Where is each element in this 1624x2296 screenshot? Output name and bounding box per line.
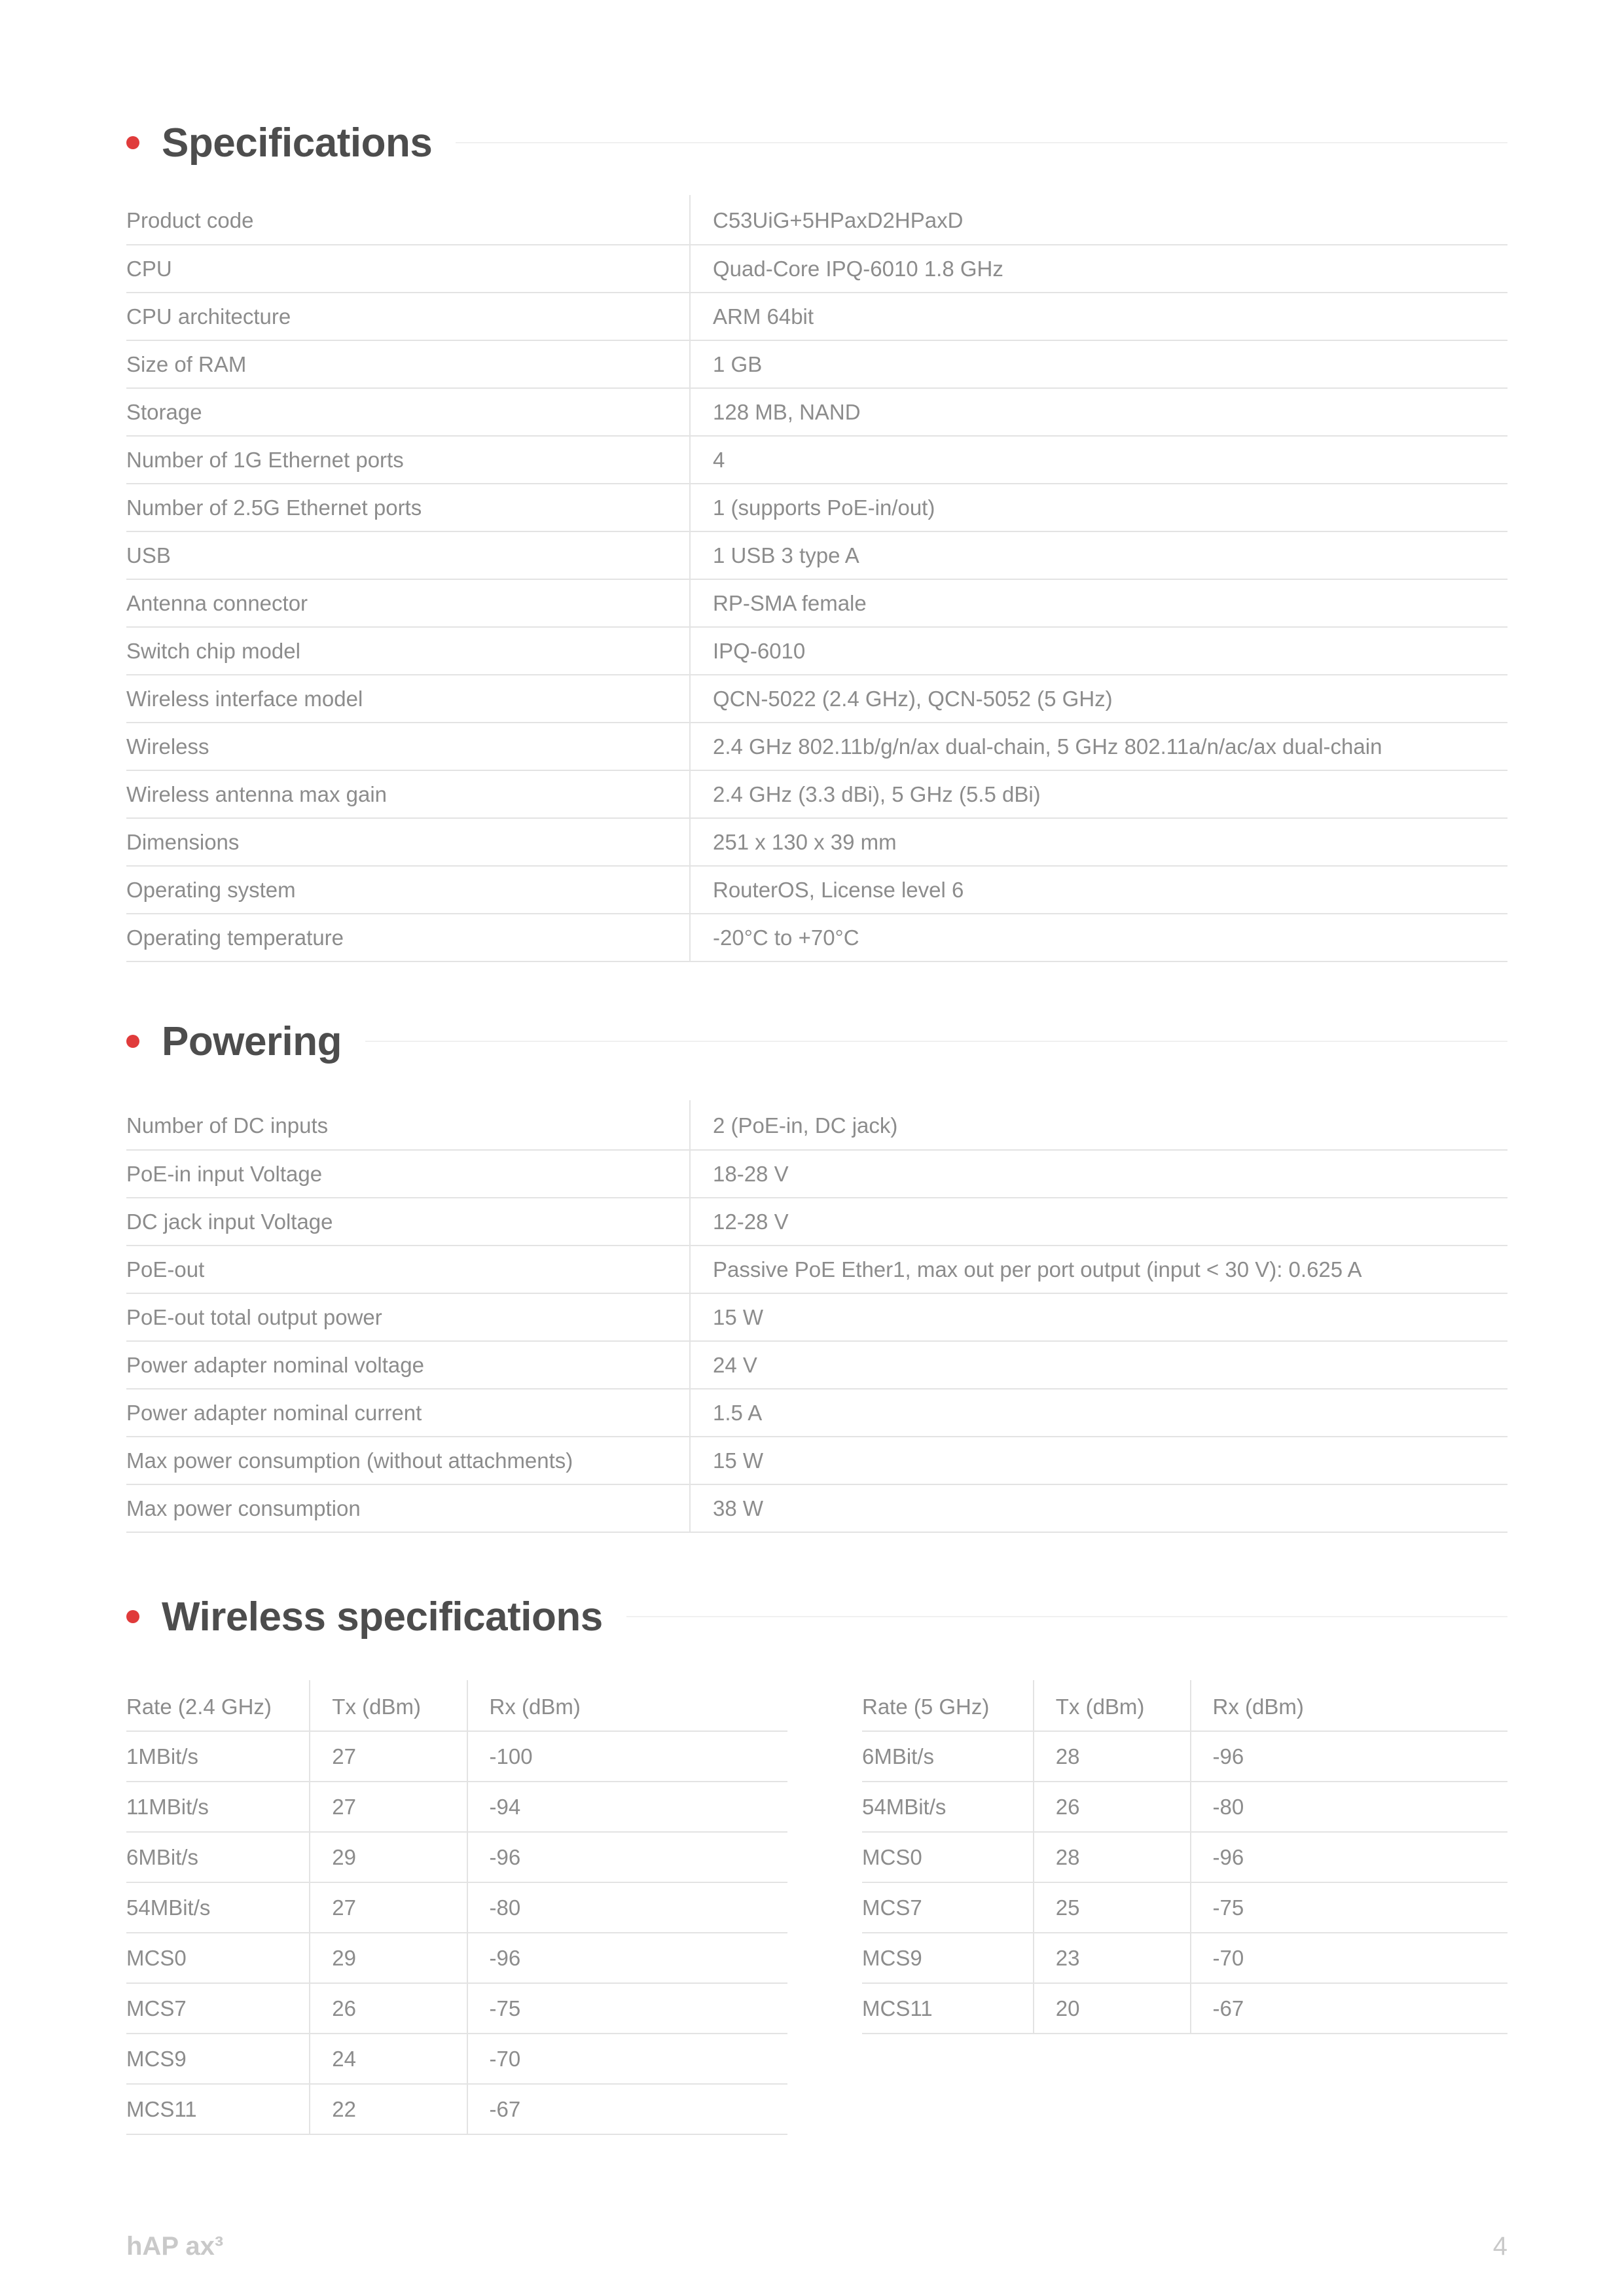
table-header-row — [126, 1680, 787, 1731]
spec-value: RouterOS, License level 6 — [690, 866, 1507, 914]
spec-value: ARM 64bit — [690, 293, 1507, 340]
spec-row — [126, 675, 1507, 723]
table-cell: -100 — [467, 1731, 788, 1782]
spec-value: 2.4 GHz 802.11b/g/n/ax dual-chain, 5 GHz 802.11a/n/ac/ax dual-chain — [690, 723, 1507, 770]
spec-value: 18-28 V — [690, 1150, 1507, 1198]
table-cell: -96 — [467, 1832, 788, 1882]
spec-row — [126, 1100, 1507, 1150]
spec-value: 24 V — [690, 1341, 1507, 1389]
table-cell: MCS0 — [126, 1933, 310, 1983]
title-divider — [365, 1041, 1507, 1042]
spec-value: Quad-Core IPQ-6010 1.8 GHz — [690, 245, 1507, 293]
section-heading: Wireless specifications — [162, 1594, 603, 1640]
table-cell: 20 — [1034, 1983, 1191, 2034]
spec-value: 128 MB, NAND — [690, 388, 1507, 436]
spec-row — [126, 1246, 1507, 1293]
spec-value: 1 (supports PoE-in/out) — [690, 484, 1507, 531]
spec-row — [126, 1341, 1507, 1389]
table-cell: 11MBit/s — [126, 1782, 310, 1832]
spec-label: CPU — [126, 245, 690, 293]
table-cell: -80 — [467, 1882, 788, 1933]
spec-row — [126, 1293, 1507, 1341]
spec-label: Antenna connector — [126, 579, 690, 627]
table-cell: -94 — [467, 1782, 788, 1832]
spec-value: RP-SMA female — [690, 579, 1507, 627]
footer-brand: hAP ax³ — [126, 2232, 224, 2261]
spec-row — [126, 914, 1507, 961]
table-cell: MCS7 — [126, 1983, 310, 2034]
table-cell: -75 — [467, 1983, 788, 2034]
spec-row — [126, 484, 1507, 531]
table-cell: 6MBit/s — [862, 1731, 1034, 1782]
table-cell: 24 — [310, 2034, 467, 2084]
spec-row — [126, 627, 1507, 675]
table-cell: 22 — [310, 2084, 467, 2134]
table-cell: -70 — [1191, 1933, 1507, 1983]
spec-label: Wireless antenna max gain — [126, 770, 690, 818]
spec-label: PoE-out — [126, 1246, 690, 1293]
table-cell: MCS9 — [126, 2034, 310, 2084]
spec-value: 2.4 GHz (3.3 dBi), 5 GHz (5.5 dBi) — [690, 770, 1507, 818]
column-header: Rate (5 GHz) — [862, 1680, 1034, 1731]
wireless-5ghz-table — [862, 1680, 1507, 2034]
spec-row — [126, 1484, 1507, 1532]
table-cell: 1MBit/s — [126, 1731, 310, 1782]
spec-label: Wireless interface model — [126, 675, 690, 723]
spec-row — [126, 1198, 1507, 1246]
table-cell: 28 — [1034, 1731, 1191, 1782]
table-cell: -70 — [467, 2034, 788, 2084]
page-number: 4 — [1492, 2232, 1507, 2261]
table-cell: -67 — [467, 2084, 788, 2134]
table-row — [126, 2034, 787, 2084]
table-cell: 26 — [310, 1983, 467, 2034]
column-header: Tx (dBm) — [310, 1680, 467, 1731]
powering-table — [126, 1100, 1507, 1533]
section-title-powering — [126, 1015, 1507, 1067]
table-cell: 54MBit/s — [862, 1782, 1034, 1832]
spec-label: Power adapter nominal voltage — [126, 1341, 690, 1389]
table-cell: 27 — [310, 1882, 467, 1933]
spec-row — [126, 245, 1507, 293]
table-cell: 27 — [310, 1731, 467, 1782]
spec-value: IPQ-6010 — [690, 627, 1507, 675]
spec-value: 15 W — [690, 1437, 1507, 1484]
section-title-wireless — [126, 1590, 1507, 1643]
table-row — [126, 1933, 787, 1983]
spec-label: PoE-in input Voltage — [126, 1150, 690, 1198]
spec-value: -20°C to +70°C — [690, 914, 1507, 961]
spec-label: Dimensions — [126, 818, 690, 866]
table-row — [862, 1983, 1507, 2034]
table-cell: -67 — [1191, 1983, 1507, 2034]
spec-label: DC jack input Voltage — [126, 1198, 690, 1246]
table-cell: 29 — [310, 1933, 467, 1983]
table-cell: 25 — [1034, 1882, 1191, 1933]
spec-label: USB — [126, 531, 690, 579]
table-cell: -96 — [1191, 1832, 1507, 1882]
table-cell: MCS7 — [862, 1882, 1034, 1933]
table-cell: 54MBit/s — [126, 1882, 310, 1933]
spec-label: Max power consumption — [126, 1484, 690, 1532]
spec-label: Power adapter nominal current — [126, 1389, 690, 1437]
table-row — [862, 1782, 1507, 1832]
table-row — [126, 2084, 787, 2134]
section-heading: Powering — [162, 1018, 342, 1064]
table-cell: 23 — [1034, 1933, 1191, 1983]
spec-label: Max power consumption (without attachments) — [126, 1437, 690, 1484]
table-header-row — [862, 1680, 1507, 1731]
section-heading: Specifications — [162, 120, 433, 166]
table-row — [126, 1882, 787, 1933]
spec-label: Storage — [126, 388, 690, 436]
spec-row — [126, 293, 1507, 340]
table-cell: 27 — [310, 1782, 467, 1832]
spec-row — [126, 818, 1507, 866]
spec-value: C53UiG+5HPaxD2HPaxD — [690, 195, 1507, 245]
table-row — [126, 1983, 787, 2034]
spec-row — [126, 579, 1507, 627]
spec-label: Number of 2.5G Ethernet ports — [126, 484, 690, 531]
table-cell: -96 — [1191, 1731, 1507, 1782]
spec-row — [126, 1150, 1507, 1198]
spec-row — [126, 388, 1507, 436]
table-cell: MCS0 — [862, 1832, 1034, 1882]
spec-label: Number of 1G Ethernet ports — [126, 436, 690, 484]
title-divider — [626, 1616, 1507, 1617]
spec-label: Operating system — [126, 866, 690, 914]
spec-row — [126, 436, 1507, 484]
spec-label: Size of RAM — [126, 340, 690, 388]
table-cell: 26 — [1034, 1782, 1191, 1832]
table-row — [862, 1731, 1507, 1782]
table-row — [126, 1782, 787, 1832]
spec-row — [126, 531, 1507, 579]
table-cell: MCS11 — [862, 1983, 1034, 2034]
spec-value: 15 W — [690, 1293, 1507, 1341]
table-cell: 28 — [1034, 1832, 1191, 1882]
table-cell: 6MBit/s — [126, 1832, 310, 1882]
section-title-specifications — [126, 117, 1507, 169]
spec-row — [126, 340, 1507, 388]
spec-label: Switch chip model — [126, 627, 690, 675]
spec-row — [126, 723, 1507, 770]
spec-value: 251 x 130 x 39 mm — [690, 818, 1507, 866]
table-cell: -80 — [1191, 1782, 1507, 1832]
spec-row — [126, 1437, 1507, 1484]
spec-label: Wireless — [126, 723, 690, 770]
spec-row — [126, 1389, 1507, 1437]
spec-value: Passive PoE Ether1, max out per port output (input < 30 V): 0.625 A — [690, 1246, 1507, 1293]
spec-row — [126, 770, 1507, 818]
spec-row — [126, 195, 1507, 245]
table-row — [126, 1731, 787, 1782]
table-row — [862, 1832, 1507, 1882]
column-header: Tx (dBm) — [1034, 1680, 1191, 1731]
spec-label: PoE-out total output power — [126, 1293, 690, 1341]
spec-label: Operating temperature — [126, 914, 690, 961]
wireless-2-4ghz-table — [126, 1680, 787, 2135]
spec-label: Number of DC inputs — [126, 1100, 690, 1150]
table-cell: -96 — [467, 1933, 788, 1983]
column-header: Rx (dBm) — [1191, 1680, 1507, 1731]
bullet-icon — [126, 1035, 139, 1048]
bullet-icon — [126, 1610, 139, 1623]
title-divider — [456, 142, 1507, 143]
spec-value: 1 USB 3 type A — [690, 531, 1507, 579]
table-cell: -75 — [1191, 1882, 1507, 1933]
table-cell: MCS9 — [862, 1933, 1034, 1983]
column-header: Rx (dBm) — [467, 1680, 788, 1731]
specifications-table — [126, 195, 1507, 962]
spec-value: 2 (PoE-in, DC jack) — [690, 1100, 1507, 1150]
spec-value: 12-28 V — [690, 1198, 1507, 1246]
spec-value: 1.5 A — [690, 1389, 1507, 1437]
column-header: Rate (2.4 GHz) — [126, 1680, 310, 1731]
spec-row — [126, 866, 1507, 914]
spec-label: CPU architecture — [126, 293, 690, 340]
bullet-icon — [126, 136, 139, 149]
spec-value: 4 — [690, 436, 1507, 484]
table-row — [126, 1832, 787, 1882]
spec-value: 1 GB — [690, 340, 1507, 388]
table-cell: 29 — [310, 1832, 467, 1882]
table-row — [862, 1933, 1507, 1983]
table-row — [862, 1882, 1507, 1933]
spec-label: Product code — [126, 195, 690, 245]
spec-value: QCN-5022 (2.4 GHz), QCN-5052 (5 GHz) — [690, 675, 1507, 723]
table-cell: MCS11 — [126, 2084, 310, 2134]
spec-value: 38 W — [690, 1484, 1507, 1532]
